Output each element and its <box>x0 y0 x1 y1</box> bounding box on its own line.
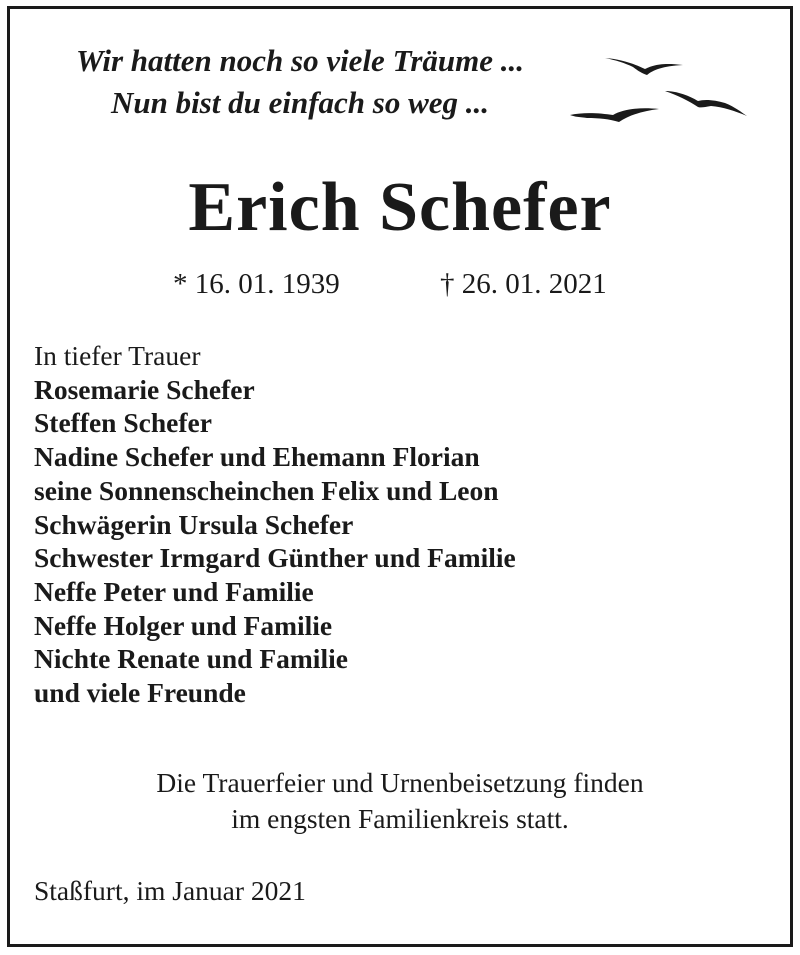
mourner-name: und viele Freunde <box>34 677 246 709</box>
mourner-name: Neffe Peter und Familie <box>34 575 314 607</box>
mourner-name: Schwägerin Ursula Schefer <box>34 508 354 540</box>
birds-icon <box>565 45 755 130</box>
mourner-name: Nichte Renate und Familie <box>34 643 348 675</box>
funeral-notice-line-1: Die Trauerfeier und Urnenbeisetzung finden <box>156 767 644 798</box>
deceased-name: Erich Schefer <box>188 169 612 246</box>
motto-line-1: Wir hatten noch so viele Träume ... <box>75 43 525 78</box>
mourners-list <box>34 339 516 710</box>
mourner-name: Neffe Holger und Familie <box>34 609 333 641</box>
place-and-date: Staßfurt, im Januar 2021 <box>34 875 306 906</box>
mourner-name: Steffen Schefer <box>34 407 212 439</box>
funeral-notice-line-2: im engsten Familienkreis statt. <box>231 803 569 834</box>
funeral-notice <box>0 765 800 837</box>
mourning-intro: In tiefer Trauer <box>34 340 201 371</box>
mourner-name: seine Sonnenscheinchen Felix und Leon <box>34 474 499 506</box>
motto-line-2: Nun bist du einfach so weg ... <box>110 85 490 120</box>
motto <box>0 40 600 124</box>
mourner-name: Schwester Irmgard Günther und Familie <box>34 542 516 574</box>
mourner-name: Rosemarie Schefer <box>34 373 255 405</box>
death-date: † 26. 01. 2021 <box>440 268 607 300</box>
birth-date: * 16. 01. 1939 <box>173 268 340 300</box>
mourner-name: Nadine Schefer und Ehemann Florian <box>34 441 480 473</box>
